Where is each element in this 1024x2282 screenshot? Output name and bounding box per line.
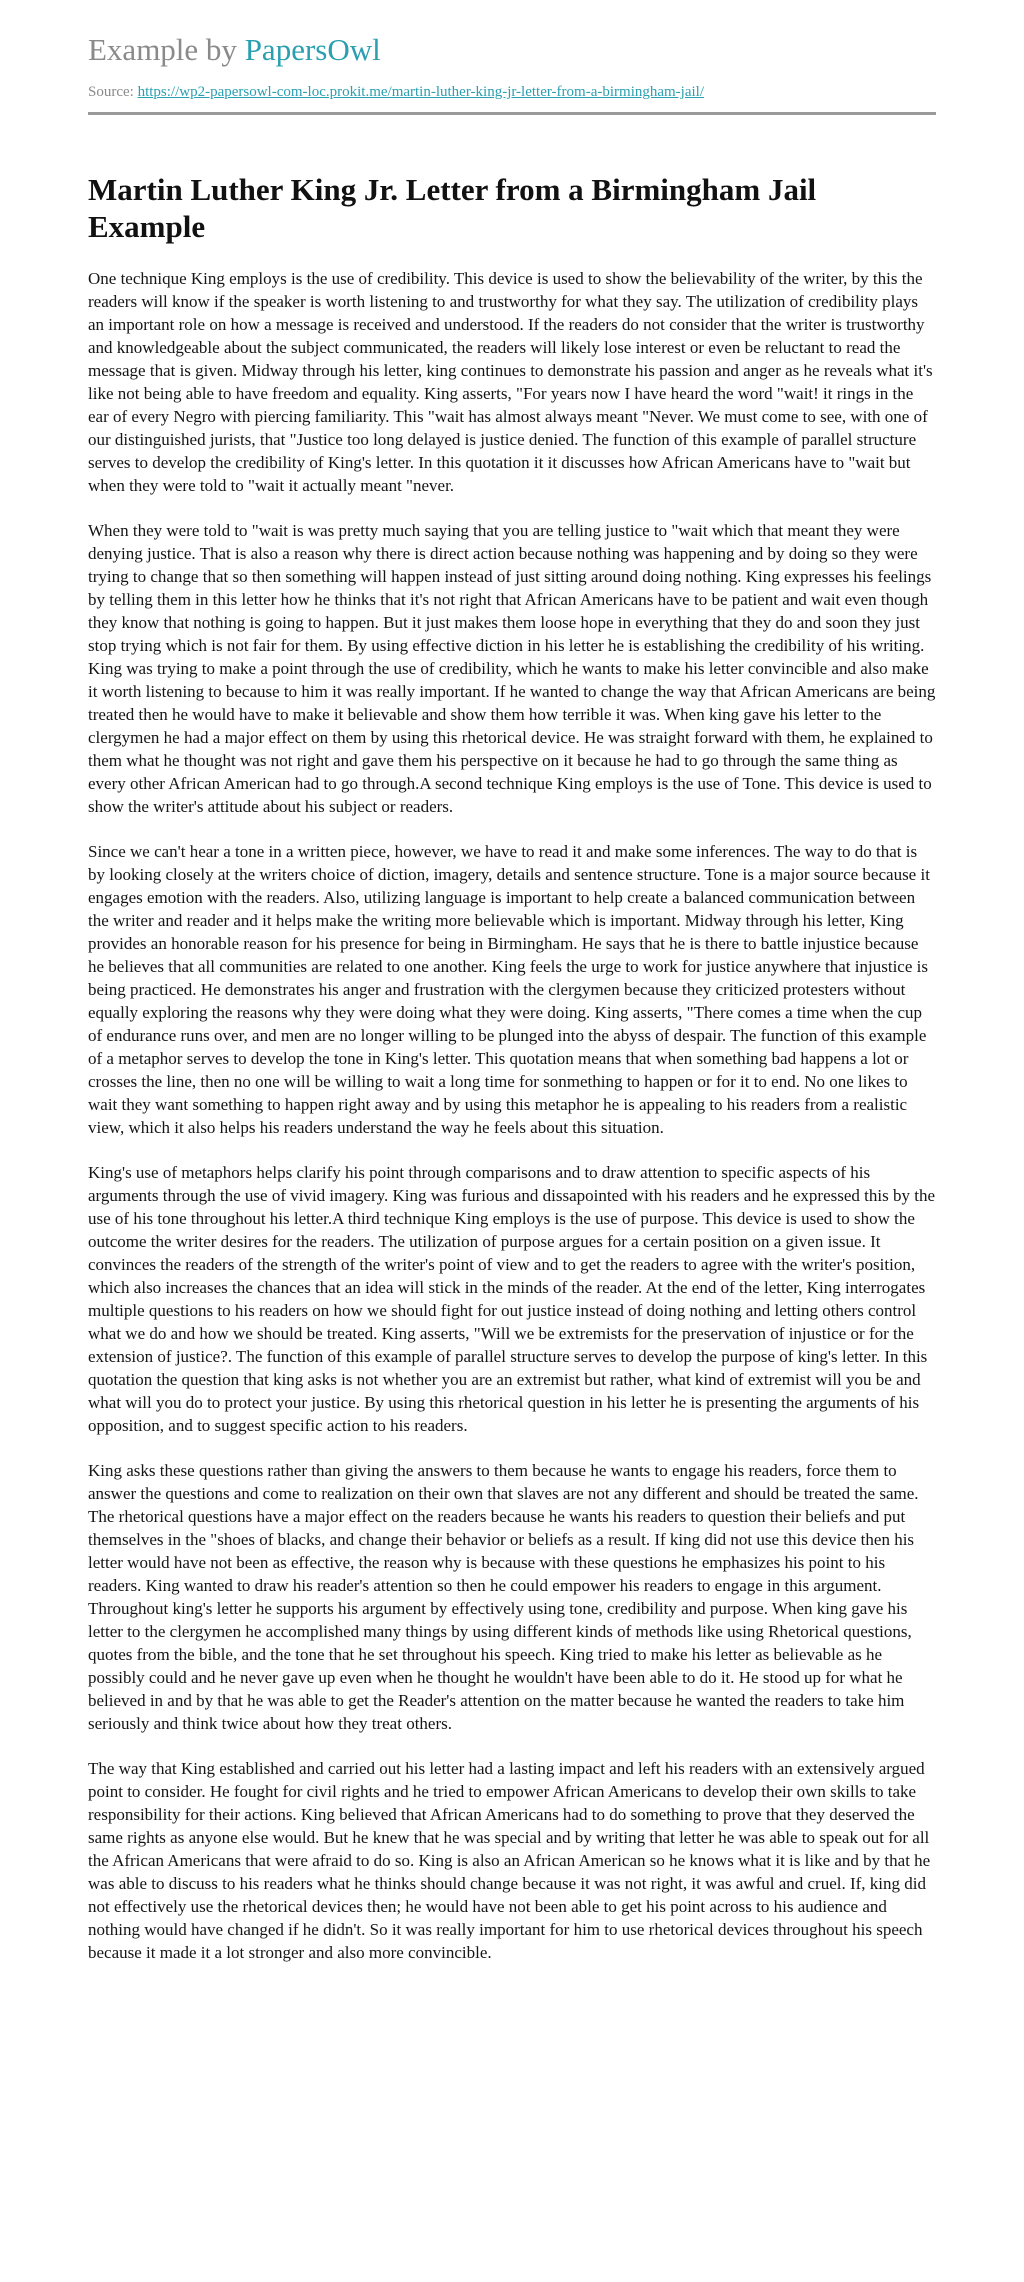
document-title: Martin Luther King Jr. Letter from a Birmingham Jail Example — [88, 172, 817, 244]
source-link[interactable]: https://wp2-papersowl-com-loc.prokit.me/martin-luther-king-jr-letter-from-a-birmingham-jail/ — [137, 84, 705, 100]
document-body — [88, 267, 936, 1964]
source-label: Source: — [88, 84, 134, 100]
paragraph: One technique King employs is the use of credibility. This device is used to show the believability of the writer, by this the readers will know if the speaker is worth listening to and trustworthy for what they say. The utilization of credibility plays an important role on how a message is received and understood. If the readers do not consider that the writer is trustworthy and knowledgeable about the subject communicated, the readers will likely lose interest or even be reluctant to read the message that is given. Midway through his letter, king continues to demonstrate his passion and anger as he reveals what it's like not being able to have freedom and equality. King asserts, "For years now I have heard the word "wait! it rings in the ear of every Negro with piercing familiarity. This "wait has almost always meant "Never. We must come to see, with one of our distinguished jurists, that "Justice too long delayed is justice denied. The function of this example of parallel structure serves to develop the credibility of King's letter. In this quotation it it discusses how African Americans have to "wait but when they were told to "wait it actually meant "never. — [88, 269, 933, 495]
paragraph: King's use of metaphors helps clarify his point through comparisons and to draw attention to specific aspects of his arguments through the use of vivid imagery. King was furious and dissapointed with his readers and he expressed this by the use of his tone throughout his letter.A third technique King employs is the use of purpose. This device is used to show the outcome the writer desires for the readers. The utilization of purpose argues for a certain position on a given issue. It convinces the readers of the strength of the writer's point of view and to get the readers to agree with the writer's position, which also increases the chances that an idea will stick in the minds of the reader. At the end of the letter, King interrogates multiple questions to his readers on how we should fight for out justice instead of doing nothing and letting others control what we do and how we should be treated. King asserts, "Will we be extremists for the preservation of injustice or for the extension of justice?. The function of this example of parallel structure serves to develop the purpose of king's letter. In this quotation the question that king asks is not whether you are an extremist but rather, what kind of extremist will you be and what will you do to protect your justice. By using this rhetorical question in his letter he is presenting the arguments of his opposition, and to suggest specific action to his readers. — [88, 1163, 935, 1435]
paragraph: The way that King established and carried out his letter had a lasting impact and left his readers with an extensively argued point to consider. He fought for civil rights and he tried to empower African Americans to develop their own skills to take responsibility for their actions. King believed that African Americans had to do something to prove that they deserved the same rights as anyone else would. But he knew that he was special and by writing that letter he was able to speak out for all the African Americans that were afraid to do so. King is also an African American so he knows what it is like and by that he was able to discuss to his readers what he thinks should change because it was not right, it was awful and cruel. If, king did not effectively use the rhetorical devices then; he would have not been able to get his point across to his audience and nothing would have changed if he didn't. So it was really important for him to use rhetorical devices throughout his speech because it made it a lot stronger and also more convincible. — [88, 1759, 931, 1962]
brand-logo-link[interactable]: PapersOwl — [244, 32, 381, 67]
brand-prefix: Example by — [88, 32, 245, 67]
page — [88, 28, 936, 1986]
header-divider — [88, 112, 936, 115]
paragraph: Since we can't hear a tone in a written piece, however, we have to read it and make some inferences. The way to do that is by looking closely at the writers choice of diction, imagery, details and sentence structure. Tone is a major source because it engages emotion with the readers. Also, utilizing language is important to help create a balanced communication between the writer and reader and it helps make the writing more believable which is important. Midway through his letter, King provides an honorable reason for his presence for being in Birmingham. He says that he is there to battle injustice because he believes that all communities are related to one another. King feels the urge to work for justice anywhere that injustice is being practiced. He demonstrates his anger and frustration with the clergymen because they criticized protesters without equally exploring the reasons why they were doing what they were doing. King asserts, "There comes a time when the cup of endurance runs over, and men are no longer willing to be plunged into the abyss of despair. The function of this example of a metaphor serves to develop the tone in King's letter. This quotation means that when something bad happens a lot or crosses the line, then no one will be willing to wait a long time for sonmething to happen or for it to end. No one likes to wait they want something to happen right away and by using this metaphor he is appealing to his readers from a realistic view, which it also helps his readers understand the way he feels about this situation. — [88, 842, 930, 1137]
paragraph: When they were told to "wait is was pretty much saying that you are telling justice to "wait which that meant they were denying justice. That is also a reason why there is direct action because nothing was happening and by doing so they were trying to change that so then something will happen instead of just sitting around doing nothing. King expresses his feelings by telling them in this letter how he thinks that it's not right that African Americans have to be patient and wait even though they know that nothing is going to happen. But it just makes them loose hope in everything that they do and soon they just stop trying which is not fair for them. By using effective diction in his letter he is establishing the credibility of his writing. King was trying to make a point through the use of credibility, which he wants to make his letter convincible and also make it worth listening to because to him it was really important. If he wanted to change the way that African Americans are being treated then he would have to make it believable and show them how terrible it was. When king gave his letter to the clergymen he had a major effect on them by using this rhetorical device. He was straight forward with them, he explained to them what he thought was not right and gave them his perspective on it because he had to go through the same thing as every other African American had to go through.A second technique King employs is the use of Tone. This device is used to show the writer's attitude about his subject or readers. — [88, 521, 936, 816]
paragraph: King asks these questions rather than giving the answers to them because he wants to engage his readers, force them to answer the questions and come to realization on their own that slaves are not any different and should be treated the same. The rhetorical questions have a major effect on the readers because he wants his readers to question their beliefs and put themselves in the "shoes of blacks, and change their behavior or beliefs as a result. If king did not use this device then his letter would have not been as effective, the reason why is because with these questions he emphasizes his point to his readers. King wanted to draw his reader's attention so then he could empower his readers to engage in this argument. Throughout king's letter he supports his argument by effectively using tone, credibility and purpose. When king gave his letter to the clergymen he accomplished many things by using different kinds of methods like using Rhetorical questions, quotes from the bible, and the tone that he set throughout his speech. King tried to make his letter as believable as he possibly could and he never gave up even when he thought he wouldn't have been able to do it. He stood up for what he believed in and by that he was able to get the Reader's attention on the matter because he wanted the readers to take him seriously and think twice about how they treat others. — [88, 1461, 919, 1733]
brand-header — [88, 28, 936, 72]
source-line — [88, 82, 936, 102]
